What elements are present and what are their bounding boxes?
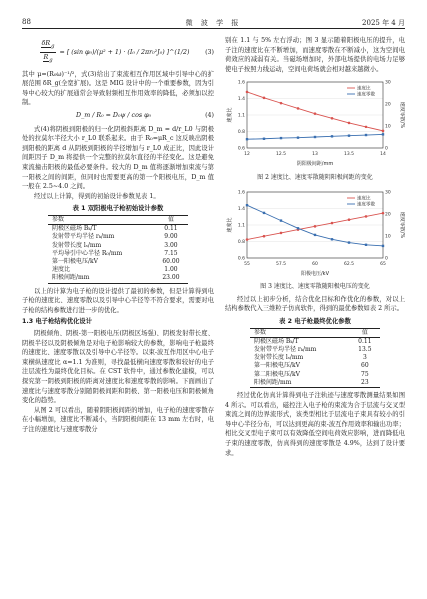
- figure-2-chart: [225, 76, 405, 168]
- data-point: [246, 138, 248, 140]
- data-point: [365, 215, 368, 218]
- issue-date: 2025 年 4 月: [362, 19, 405, 27]
- equation-3: [22, 39, 214, 66]
- table-1: [48, 215, 188, 284]
- eq3-lhs: $\frac{\delta R_g}{R_g}$: [41, 40, 55, 64]
- table-row: 速度比 1.00: [52, 266, 178, 274]
- eq4-rhs: = D₀ψ / cos φ₀: [105, 112, 152, 120]
- paragraph: 阴极倾角、阴极-第一阳极电压(阴极区场强)、阴极发射带长度、阴极半径以及阴极倾角是对电子枪影响较大的参数，影响电子枪最终的速度比、速度零散以及引导中心半径等。以束-波互作用区中心电子束横纵速度比 α=1.1 为准则，寻找最低横向速度零散和较好的电子注层流性为最终优化目标。在 CST 软件中，通过参数化建模，可以探究第一阴极到阳极的距离对速度比和速度零散的影响。下面画出了速度比与速度零散分别随阴极间距和阴极、第一阳极电压和阴极倾角变化的趋势。: [22, 330, 214, 405]
- y-axis-label: 速度比: [227, 217, 233, 233]
- y2-tick-label: 20: [385, 102, 391, 108]
- data-point: [365, 126, 368, 129]
- legend-label: 速度比: [357, 196, 371, 202]
- legend-label: 速度零散: [357, 202, 375, 208]
- table-row: 阴极区磁场 Bₖ/T 0.11: [254, 337, 372, 345]
- table-header: 值: [167, 216, 174, 223]
- figure-3-chart: [225, 186, 405, 278]
- data-point: [365, 134, 367, 136]
- figure-3: [225, 186, 405, 282]
- journal-title: 微 波 学 报: [185, 19, 242, 27]
- left-column: [22, 36, 214, 435]
- data-point: [331, 117, 334, 120]
- table-header: 参数: [52, 216, 65, 223]
- y-tick-label: 1.1: [237, 113, 245, 119]
- y2-axis-label: 速度零散/%: [399, 102, 405, 129]
- y-tick-label: 1.6: [237, 80, 245, 86]
- series-line-0: [247, 92, 383, 131]
- table-row: 发射带平均半径 rₖ/mm 13.5: [254, 345, 372, 353]
- figure-2: [225, 76, 405, 172]
- eq3-number: (3): [205, 48, 214, 56]
- y-tick-label: 1.6: [237, 190, 245, 196]
- data-point: [280, 102, 283, 105]
- table-row: 第一阳极电压/kV 60: [254, 362, 369, 370]
- y-tick-label: 0.6: [237, 256, 245, 262]
- data-point: [382, 244, 384, 246]
- data-point: [297, 227, 299, 229]
- y2-tick-label: 20: [385, 212, 391, 218]
- table-row: 平均导引中心半径 R₀/mm 7.15: [52, 249, 178, 257]
- y-tick-label: 0.8: [237, 239, 245, 245]
- table-row: 发射带长度 lₛ/mm 3.00: [52, 241, 178, 249]
- figure-2-caption: 图 2 速度比、速度零散随阴阳极间距的变化: [257, 173, 373, 181]
- paragraph: 式(4)将阴极到阳极的归一化阴极斜距离 D_m = d/r_L0 与阴极处的拉莫尔半径大小 r_L0 联系起来。由于 R₀=μR_c 这反映出阴极到阳极的距离 d 从阴极到阳极的半径增加与 r_L0 成正比，因此设计间距因子 D_m 将提供一个完整的拉莫尔直径的半径变化。这是避免束流撞击阳极的最低必要条件。较大的 D_m 值将逐渐增加束流与第一阳极之间的间距，但同时也需要更高的第一个阳极电压，D_m 值一般在 2.5~4.0 之间。: [22, 125, 214, 191]
- x-tick-label: 13.5: [343, 152, 355, 158]
- table-row: 发射带长度 lₛ/mm 3: [254, 354, 367, 362]
- table-2-caption: 表 2 电子枪最终优化参数: [279, 317, 351, 325]
- table-1-caption: 表 1 双阳极电子枪初始设计参数: [72, 205, 164, 213]
- y2-tick-label: 0: [385, 146, 388, 152]
- x-axis-label: 阳极电压/kV: [300, 270, 330, 277]
- legend-label: 速度比: [357, 86, 371, 92]
- data-point: [382, 211, 385, 214]
- data-point: [331, 136, 333, 138]
- y-tick-label: 1.1: [237, 223, 245, 229]
- y2-tick-label: 0: [385, 256, 388, 262]
- data-point: [314, 136, 316, 138]
- data-point: [365, 243, 367, 245]
- data-point: [280, 219, 282, 221]
- paragraph: 以上的计算为电子枪的设计提供了最初的参数，但是计算得到电子枪的速度比、速度零散以及引导中心半径等不符合要求，需要对电子枪的结构参数进行进一步的优化。: [22, 287, 214, 314]
- table-row: 发射带平均半径 rₖ/mm 9.00: [52, 233, 178, 241]
- y-tick-label: 0.6: [237, 146, 245, 152]
- eq4-lhs: D_m / R₀: [76, 112, 104, 120]
- data-point: [348, 122, 351, 125]
- y-tick-label: 1.4: [237, 206, 245, 212]
- data-point: [246, 91, 249, 94]
- legend-label: 速度零散: [357, 92, 375, 98]
- data-point: [263, 211, 265, 213]
- y2-tick-label: 10: [385, 234, 391, 240]
- paragraph: 经过优化仿真计算得到电子注轨迹与速度零散测量结果如图 4 所示。可以看出，磁控注入电子枪的束流为合于层流与交叉型束流之间的边界流形式，该类型相比于层流电子束具有较小的引导中心半径分布，可以达到更高的束-波互作用效率和输出功率；相比交叉型电子束可以有效降低空间电荷效应影响，进而降低电子束的速度零散，仿真得到的速度零散是 4.9%，达到了设计要求。: [225, 391, 405, 457]
- data-point: [246, 238, 249, 241]
- x-tick-label: 14: [380, 152, 386, 158]
- paragraph: 其中 μ=(R₀ω)⁻¹/²，式(3)给出了束流相互作用区域中引导中心的扩展范围 δR_g(全宽扩展)。这是 MIG 设计中的一个重要参数，因为引导中心较大的扩展通常会导致射频相互作用效率的降低，必须加以控制。: [22, 70, 214, 107]
- y2-axis-label: 速度零散/%: [399, 211, 405, 238]
- data-point: [314, 233, 316, 235]
- y2-tick-label: 10: [385, 124, 391, 130]
- data-point: [382, 134, 384, 136]
- eq4-number: (4): [205, 112, 214, 120]
- paragraph: 从图 2 可以看出，随着阴阳极间距的增加，电子枪的速度零散存在小幅增加，速度比不断减小，当阴阳极间距在 13 mm 左右时，电子注的速度比与速度零散分: [22, 406, 214, 433]
- table-2: [250, 328, 380, 388]
- x-tick-label: 65: [380, 261, 386, 267]
- y-axis-label: 速度比: [227, 107, 233, 123]
- y-tick-label: 1.4: [237, 97, 245, 103]
- data-point: [348, 218, 351, 221]
- table-header: 参数: [254, 328, 267, 336]
- right-column: [225, 36, 405, 458]
- x-tick-label: 62.5: [343, 261, 355, 267]
- page-number: 88: [22, 18, 31, 26]
- paragraph: 经过以上初步分析，结合优化目标和作优化的参数，对以上结构参数代入三维粒子仿真软件，得到的最优参数如表 2 所示。: [225, 295, 405, 313]
- data-point: [280, 231, 283, 234]
- section-heading: 1.3 电子枪结构优化设计: [22, 318, 93, 326]
- y2-tick-label: 30: [385, 80, 391, 86]
- data-point: [314, 225, 317, 228]
- table-row: 阳极间距/mm 23: [250, 379, 380, 388]
- data-point: [246, 204, 248, 206]
- table-row: 第二阳极电压/kV 75: [254, 370, 369, 378]
- data-point: [263, 234, 266, 237]
- table-row: 阴极区磁场 Bₖ/T 0.11: [52, 225, 178, 233]
- table-row: 第一阳极电压/kV 60.00: [52, 258, 180, 266]
- x-tick-label: 12: [244, 152, 250, 158]
- data-point: [348, 241, 350, 243]
- equation-4: [22, 111, 214, 121]
- x-tick-label: 60: [312, 261, 318, 267]
- paragraph: 经过以上计算，得到的初始设计参数见表 1。: [34, 192, 160, 200]
- x-tick-label: 57.5: [275, 261, 287, 267]
- data-point: [331, 221, 334, 224]
- x-axis-label: 阴阳极间距/mm: [296, 161, 334, 168]
- data-point: [297, 107, 300, 110]
- paragraph: 别在 1.1 与 5% 左右浮动；图 3 显示随着阳极电压的提升，电子注的速度比在不断增加，而速度零散在不断减小，这为空间电荷效应的减弱有关。当磁场增加时，外部电场提供的电场力足够使电子按照力线运动，空间电荷场就会相对越来越微小。: [225, 37, 405, 73]
- x-tick-label: 13: [312, 152, 318, 158]
- data-point: [331, 238, 333, 240]
- data-point: [263, 97, 266, 100]
- data-point: [280, 137, 282, 139]
- data-point: [382, 130, 385, 133]
- data-point: [263, 138, 265, 140]
- x-tick-label: 12.5: [275, 152, 287, 158]
- x-tick-label: 55: [244, 261, 250, 267]
- table-header: 值: [361, 328, 368, 336]
- data-point: [348, 135, 350, 137]
- table-row: 阳极间距/mm 23.00: [48, 274, 188, 283]
- data-point: [297, 137, 299, 139]
- y2-tick-label: 30: [385, 190, 391, 196]
- header-rule: [22, 28, 405, 29]
- figure-3-caption: 图 3 速度比、速度零散随阳极电压的变化: [260, 283, 370, 291]
- data-point: [314, 113, 317, 116]
- y-tick-label: 0.8: [237, 130, 245, 136]
- eq3-rhs: = [ (sin φ₀)/(μ² + 1) · (I₀ / 2πr₀²J₀) ]^(1/2): [59, 48, 190, 56]
